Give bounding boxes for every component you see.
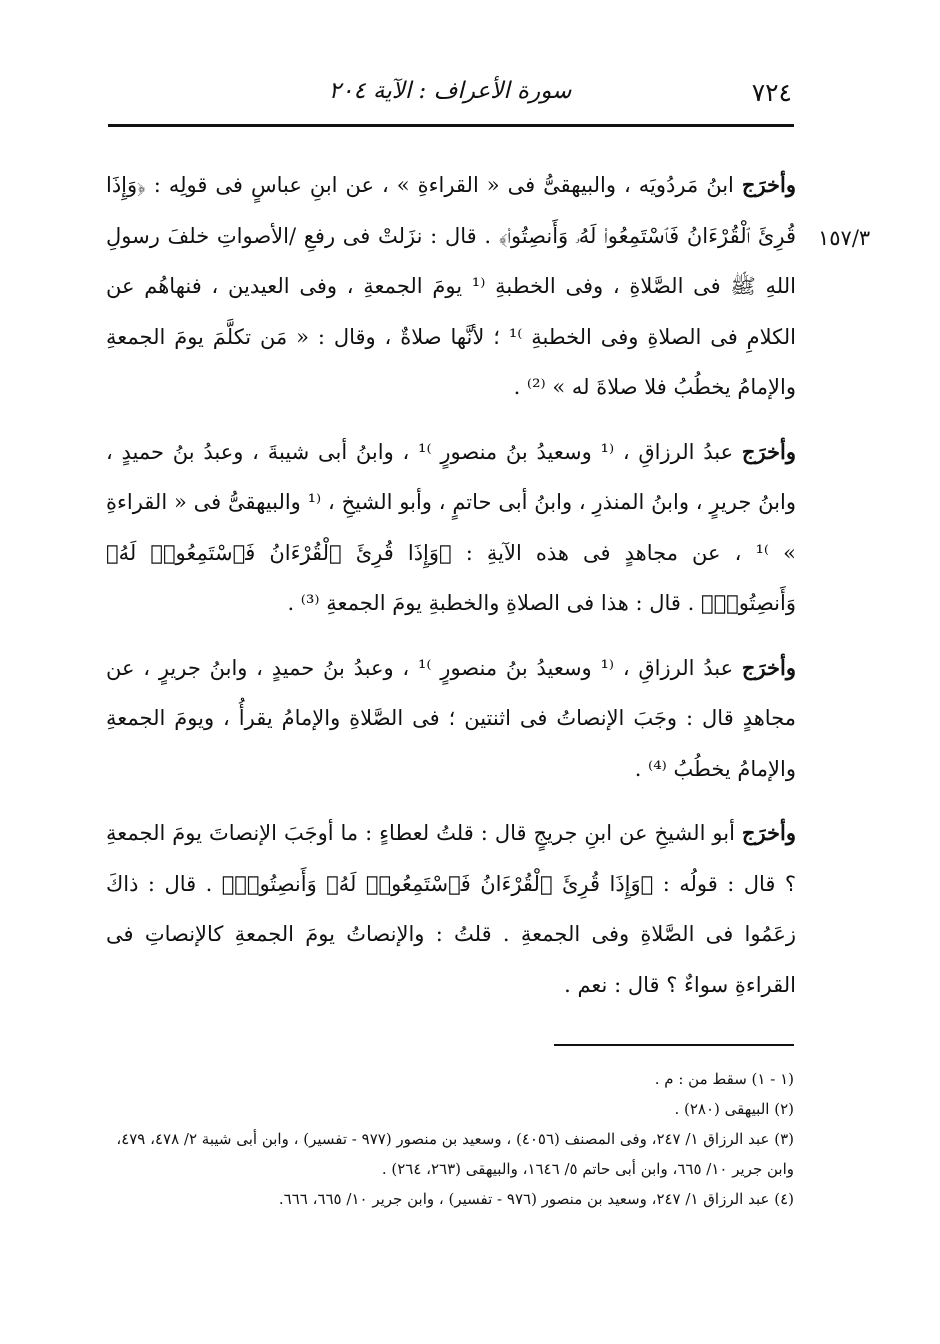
paragraph [106, 808, 796, 1010]
page-number: ٧٢٤ [751, 78, 792, 107]
footnote: (١ - ١) سقط من : م . [654, 1070, 794, 1088]
footnote: (٤) عبد الرزاق ١/ ٢٤٧، وسعيد بن منصور (٩٧٦ - تفسير) ، وابن جرير ١٠/ ٦٦٥، ٦٦٦. [278, 1190, 794, 1208]
paragraph-lead: وأخرَج [741, 172, 796, 197]
paragraph-lead: وأخرَج [741, 654, 797, 680]
paragraph [106, 160, 796, 413]
footnote-rule [554, 1044, 794, 1046]
paragraph-lead: وأخرَج [741, 820, 796, 845]
footnote: (٢) البيهقى (٢٨٠) . [674, 1100, 794, 1118]
paragraph [106, 643, 796, 795]
paragraph-lead: وأخرَج [741, 438, 797, 464]
paragraph-text: أبو الشيخِ عن ابنِ جريجٍ قال : قلتُ لعطاءٍ : ما أوجَبَ الإنصاتَ يومَ الجمعةِ ؟ قال : قولُه : ﴿وَإِذَا قُرِئَ ٱلْقُرْءَانُ فَٱسْتَمِعُوا۟ لَهُۥ وَأَنصِتُوا۟﴾ . قال : ذاكَ زعَمُوا فى الصَّلاةِ وفى الجمعةِ . قلتُ : والإنصاتُ يومَ الجمعةِ كالإنصاتِ فى القراءةِ سواءٌ ؟ قال : نعم . [106, 821, 796, 997]
header-title: سورة الأعراف : الآية ٢٠٤ [328, 78, 572, 104]
paragraph-text: ابنُ مَردُويَه ، والبيهقىُّ فى « القراءةِ » ، عن ابنِ عباسٍ فى قولِه : ﴿وَإِذَا قُرِئَ ٱلْقُرْءَانُ فَٱسْتَمِعُوا۟ لَهُۥ وَأَنصِتُوا۟﴾ . قال : نزَلتْ فى رفعِ /الأصواتِ خلفَ رسولِ اللهِ ﷺ فى الصَّلاةِ ، وفى الخطبةِ ⁽¹ يومَ الجمعةِ ، وفى العيدين ، فنهاهُم عن الكلامِ فى الصلاةِ وفى الخطبةِ ⁾¹ ؛ لأنَّها صلاةٌ ، وقال : « مَن تكلَّمَ يومَ الجمعةِ والإمامُ يخطُبُ فلا صلاةَ له » ⁽²⁾ . [106, 173, 796, 399]
footnote: (٣) عبد الرزاق ١/ ٢٤٧، وفى المصنف (٤٠٥٦) ، وسعيد بن منصور (٩٧٧ - تفسير) ، وابن أبى شيبة ٢/ ٤٧٨، ٤٧٩، وابن جرير ١٠/ ٦٦٥، وابن أبى حاتم ٥/ ١٦٤٦، والبيهقى (٢٦٣، ٢٦٤) . [116, 1130, 794, 1178]
paragraph [106, 427, 796, 629]
header-rule [108, 124, 794, 127]
main-text [106, 160, 796, 1024]
paragraph-text: عبدُ الرزاقِ ، ⁽¹ وسعيدُ بنُ منصورٍ ⁾¹ ، وابنُ أبى شيبةَ ، وعبدُ بنُ حميدٍ ، وابنُ جريرٍ ، وابنُ المنذرِ ، وابنُ أبى حاتمٍ ، وأبو الشيخِ ، ⁽¹ والبيهقىُّ فى « القراءةِ » ⁾¹ ، عن مجاهدٍ فى هذه الآيةِ : ﴿وَإِذَا قُرِئَ ٱلْقُرْءَانُ فَٱسْتَمِعُوا۟ لَهُۥ وَأَنصِتُوا۟﴾ . قال : هذا فى الصلاةِ والخطبةِ يومَ الجمعةِ ⁽³⁾ . [106, 439, 797, 615]
running-header [108, 78, 792, 118]
paragraph-text: عبدُ الرزاقِ ، ⁽¹ وسعيدُ بنُ منصورٍ ⁾¹ ، وعبدُ بنُ حميدٍ ، وابنُ جريرٍ ، عن مجاهدٍ قال : وجَبَ الإنصاتُ فى اثنتين ؛ فى الصَّلاةِ والإمامُ يقرأُ ، ويومَ الجمعةِ والإمامُ يخطُبُ ⁽⁴⁾ . [106, 655, 796, 781]
margin-reference: ١٥٧/٣ [818, 226, 871, 250]
footnotes [108, 1064, 794, 1214]
